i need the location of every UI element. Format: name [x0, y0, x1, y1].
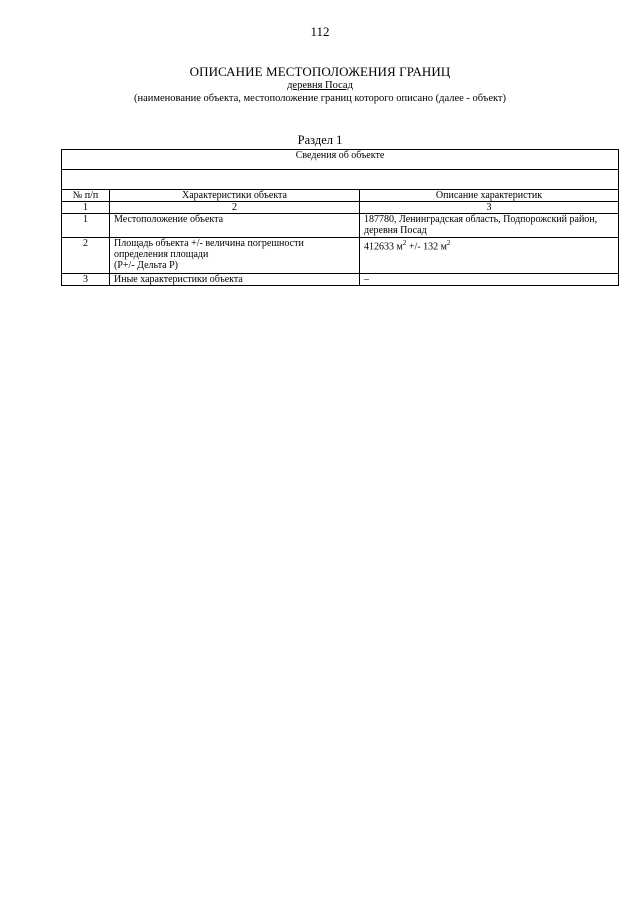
row-number: 3: [62, 274, 110, 286]
document-title: ОПИСАНИЕ МЕСТОПОЛОЖЕНИЯ ГРАНИЦ: [189, 64, 451, 79]
table-blank-cell: [62, 170, 619, 190]
tolerance-unit-exponent: 2: [446, 239, 451, 247]
column-header-characteristic: Характеристики объекта: [110, 190, 360, 202]
table-row: [62, 214, 619, 238]
row-description: –: [360, 274, 619, 286]
column-number-2: 2: [110, 202, 360, 214]
table-header-cell: Сведения об объекте: [62, 150, 619, 170]
area-unit-exponent: 2: [402, 239, 407, 247]
area-tolerance: +/- 132 м: [406, 241, 447, 253]
row-number: 2: [62, 238, 110, 274]
column-number-3: 3: [360, 202, 619, 214]
object-name: деревня Посад: [287, 80, 353, 91]
column-header-num: № п/п: [62, 190, 110, 202]
row-characteristic: Иные характеристики объекта: [110, 274, 360, 286]
table-row: [62, 238, 619, 274]
section-title: Раздел 1: [297, 133, 343, 147]
row-description: [360, 238, 619, 274]
column-number-row: [62, 202, 619, 214]
table-row: [62, 274, 619, 286]
column-header-row: [62, 190, 619, 202]
object-caption: (наименование объекта, местоположение границ которого описано (далее - объект): [133, 93, 507, 104]
row-description: 187780, Ленинградская область, Подпорожский район, деревня Посад: [360, 214, 619, 238]
column-header-description: Описание характеристик: [360, 190, 619, 202]
object-name-line: [0, 80, 640, 91]
page-number: 112: [310, 24, 330, 39]
column-number-1: 1: [62, 202, 110, 214]
object-info-table: [61, 149, 619, 286]
table-header-row: [62, 150, 619, 170]
row-characteristic: Местоположение объекта: [110, 214, 360, 238]
area-value: 412633 м: [364, 241, 403, 253]
table-blank-row: [62, 170, 619, 190]
row-number: 1: [62, 214, 110, 238]
row-characteristic: Площадь объекта +/- величина погрешности определения площади (Р+/- Дельта Р): [110, 238, 360, 274]
